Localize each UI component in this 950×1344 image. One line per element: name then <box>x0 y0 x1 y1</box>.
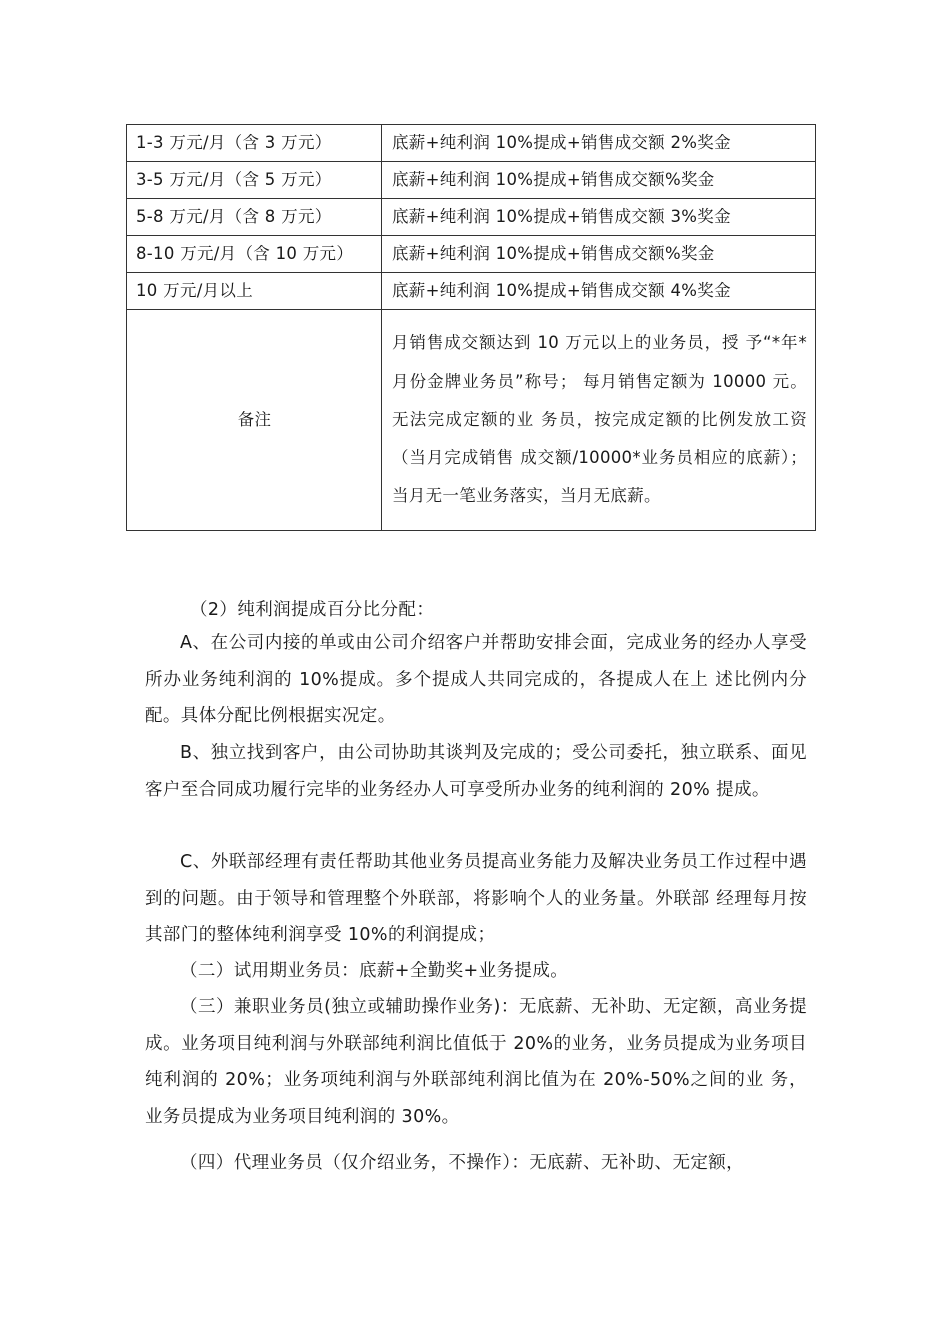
sales-range-cell: 1-3 万元/月（含 3 万元） <box>127 125 382 162</box>
table-row <box>127 199 816 236</box>
note-label-cell: 备注 <box>127 310 382 531</box>
commission-formula-cell: 底薪+纯利润 10%提成+销售成交额 2%奖金 <box>382 125 816 162</box>
commission-formula-cell: 底薪+纯利润 10%提成+销售成交额 4%奖金 <box>382 273 816 310</box>
probation-salesperson-paragraph: （二）试用期业务员：底薪+全勤奖+业务提成。 <box>180 961 569 981</box>
paragraph-a: A、在公司内接的单或由公司介绍客户并帮助安排会面，完成业务的经办人享受所办业务纯利润的 10%提成。多个提成人共同完成的，各提成人在上 述比例内分配。具体分配比例根据实况定。 <box>145 633 807 726</box>
sales-range-cell: 3-5 万元/月（含 5 万元） <box>127 162 382 199</box>
part-time-salesperson-paragraph: （三）兼职业务员(独立或辅助操作业务)：无底薪、无补助、无定额，高业务提成。业务项目纯利润与外联部纯利润比值低于 20%的业务，业务员提成为业务项目纯利润的 20%；业务项纯利润与外联部纯利润比值为在 20%-50%之间的业 务，业务员提成为业务项目纯利润的 30%。 <box>145 997 807 1127</box>
commission-formula-cell: 底薪+纯利润 10%提成+销售成交额%奖金 <box>382 162 816 199</box>
table-row <box>127 162 816 199</box>
sales-range-cell: 8-10 万元/月（含 10 万元） <box>127 236 382 273</box>
paragraph-b: B、独立找到客户，由公司协助其谈判及完成的；受公司委托，独立联系、面见客户至合同成功履行完毕的业务经办人可享受所办业务的纯利润的 20% 提成。 <box>145 743 807 800</box>
paragraph-c: C、外联部经理有责任帮助其他业务员提高业务能力及解决业务员工作过程中遇到的问题。由于领导和管理整个外联部，将影响个人的业务量。外联部 经理每月按其部门的整体纯利润享受 10%的利润提成； <box>145 852 807 945</box>
sales-range-cell: 5-8 万元/月（含 8 万元） <box>127 199 382 236</box>
sales-range-cell: 10 万元/月以上 <box>127 273 382 310</box>
profit-distribution-heading: （2）纯利润提成百分比分配： <box>190 600 435 620</box>
table-row-note <box>127 310 816 531</box>
commission-formula-cell: 底薪+纯利润 10%提成+销售成交额 3%奖金 <box>382 199 816 236</box>
commission-formula-cell: 底薪+纯利润 10%提成+销售成交额%奖金 <box>382 236 816 273</box>
note-text-cell: 月销售成交额达到 10 万元以上的业务员，授 予“*年*月份金牌业务员”称号； 每月销售定额为 10000 元。无法完成定额的业 务员，按完成定额的比例发放工资（当月完成销售 成交额/10000*业务员相应的底薪）；当月无一笔业务落实，当月无底薪。 <box>382 310 816 531</box>
commission-table <box>126 124 816 531</box>
table-row <box>127 236 816 273</box>
table-row <box>127 273 816 310</box>
table-row <box>127 125 816 162</box>
agent-salesperson-paragraph: （四）代理业务员（仅介绍业务，不操作）：无底薪、无补助、无定额， <box>180 1153 745 1173</box>
